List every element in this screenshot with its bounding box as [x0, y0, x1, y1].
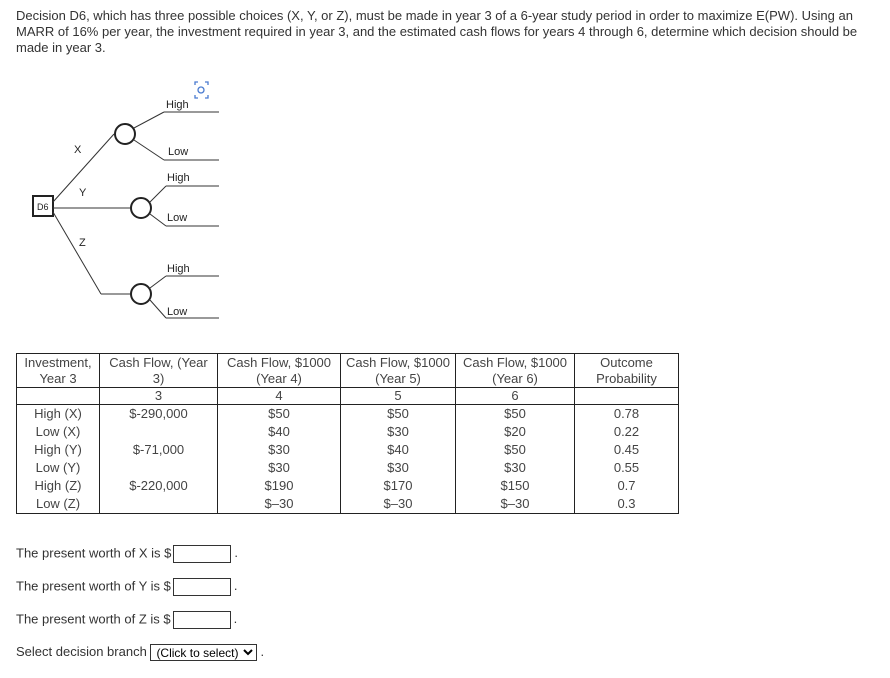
header-probability: Outcome Probability [575, 354, 679, 388]
table-cell: $170 [341, 477, 456, 495]
select-label: Select decision branch [16, 644, 147, 659]
table-cell: $50 [456, 405, 575, 424]
table-cell: $-290,000 [100, 405, 218, 424]
header-cash-flow-y4: Cash Flow, $1000 (Year 4) [218, 354, 341, 388]
outcome-line-z-high [150, 276, 166, 288]
cash-flow-table [16, 353, 679, 514]
outcome-label-z-low: Low [167, 306, 188, 318]
branch-label-z: Z [79, 237, 86, 249]
header-cash-flow-y6: Cash Flow, $1000 (Year 6) [456, 354, 575, 388]
table-cell: $30 [456, 459, 575, 477]
outcome-line-x-low [134, 140, 164, 160]
decision-select-question [16, 644, 264, 661]
outcome-label-x-high: High [166, 99, 189, 111]
outcome-label-x-low: Low [168, 146, 189, 158]
table-cell: $50 [341, 405, 456, 424]
outcome-label-y-low: Low [167, 212, 188, 224]
branch-line-z [53, 212, 101, 294]
decision-label: D6 [37, 202, 49, 212]
year-cell: 4 [218, 388, 341, 405]
table-row [17, 459, 679, 477]
header-cash-flow-y3: Cash Flow, (Year 3) [100, 354, 218, 388]
table-cell: $-71,000 [100, 441, 218, 459]
year-cell: 3 [100, 388, 218, 405]
table-cell: $150 [456, 477, 575, 495]
table-cell: 0.45 [575, 441, 679, 459]
outcome-line-y-high [150, 186, 166, 202]
table-cell: $–30 [218, 495, 341, 514]
table-cell: $50 [218, 405, 341, 424]
pw-y-label: The present worth of Y is $ [16, 578, 171, 594]
outcome-label-z-high: High [167, 263, 190, 275]
table-cell: High (X) [17, 405, 100, 424]
outcome-line-x-high [134, 112, 164, 128]
year-cell [575, 388, 679, 405]
chance-node-x [115, 124, 135, 144]
year-cell [17, 388, 100, 405]
table-row [17, 423, 679, 441]
table-row [17, 477, 679, 495]
outcome-label-y-high: High [167, 172, 190, 184]
pw-z-label: The present worth of Z is $ [16, 611, 171, 627]
table-row [17, 405, 679, 424]
table-cell: $-220,000 [100, 477, 218, 495]
pw-x-period: . [234, 545, 238, 561]
table-cell: $190 [218, 477, 341, 495]
header-investment: Investment, Year 3 [17, 354, 100, 388]
table-cell: $40 [341, 441, 456, 459]
header-cash-flow-y5: Cash Flow, $1000 (Year 5) [341, 354, 456, 388]
table-cell: $30 [218, 459, 341, 477]
table-cell: $–30 [456, 495, 575, 514]
table-cell: $50 [456, 441, 575, 459]
pw-y-input[interactable] [173, 578, 231, 596]
table-cell: 0.22 [575, 423, 679, 441]
year-cell: 5 [341, 388, 456, 405]
table-cell [100, 459, 218, 477]
pw-y-question [16, 578, 238, 596]
branch-label-y: Y [79, 187, 87, 199]
outcome-line-y-low [150, 214, 166, 226]
decision-branch-select[interactable] [150, 644, 257, 661]
pw-x-input[interactable] [173, 545, 231, 563]
pw-z-input[interactable] [173, 611, 231, 629]
pw-y-period: . [233, 578, 238, 594]
table-cell: 0.55 [575, 459, 679, 477]
table-cell: High (Y) [17, 441, 100, 459]
outcome-line-z-low [150, 300, 166, 318]
zoom-icon[interactable] [195, 82, 208, 98]
table-cell: $30 [341, 459, 456, 477]
chance-node-z [131, 284, 151, 304]
year-cell: 6 [456, 388, 575, 405]
table-cell: 0.78 [575, 405, 679, 424]
table-cell: 0.3 [575, 495, 679, 514]
table-cell [100, 495, 218, 514]
branch-label-x: X [74, 144, 82, 156]
pw-z-period: . [233, 611, 238, 627]
table-cell: Low (Z) [17, 495, 100, 514]
table-cell: $30 [341, 423, 456, 441]
table-row [17, 495, 679, 514]
chance-node-y [131, 198, 151, 218]
pw-x-question [16, 545, 238, 563]
pw-x-label: The present worth of X is $ [16, 545, 172, 561]
table-cell: High (Z) [17, 477, 100, 495]
table-cell [100, 423, 218, 441]
pw-z-question [16, 611, 237, 629]
table-row [17, 441, 679, 459]
table-cell: Low (Y) [17, 459, 100, 477]
table-cell: $20 [456, 423, 575, 441]
table-cell: $30 [218, 441, 341, 459]
problem-statement: Decision D6, which has three possible choices (X, Y, or Z), must be made in year 3 of a 6-year study period in order to maximize E(PW). Using an MARR of 16% per year, the investment required in year 3, and the estimated cash flows for years 4 through 6, determine which decision should be made in year 3. [16, 8, 858, 55]
select-period: . [260, 644, 265, 659]
table-cell: $–30 [341, 495, 456, 514]
table-cell: $40 [218, 423, 341, 441]
table-cell: Low (X) [17, 423, 100, 441]
table-cell: 0.7 [575, 477, 679, 495]
